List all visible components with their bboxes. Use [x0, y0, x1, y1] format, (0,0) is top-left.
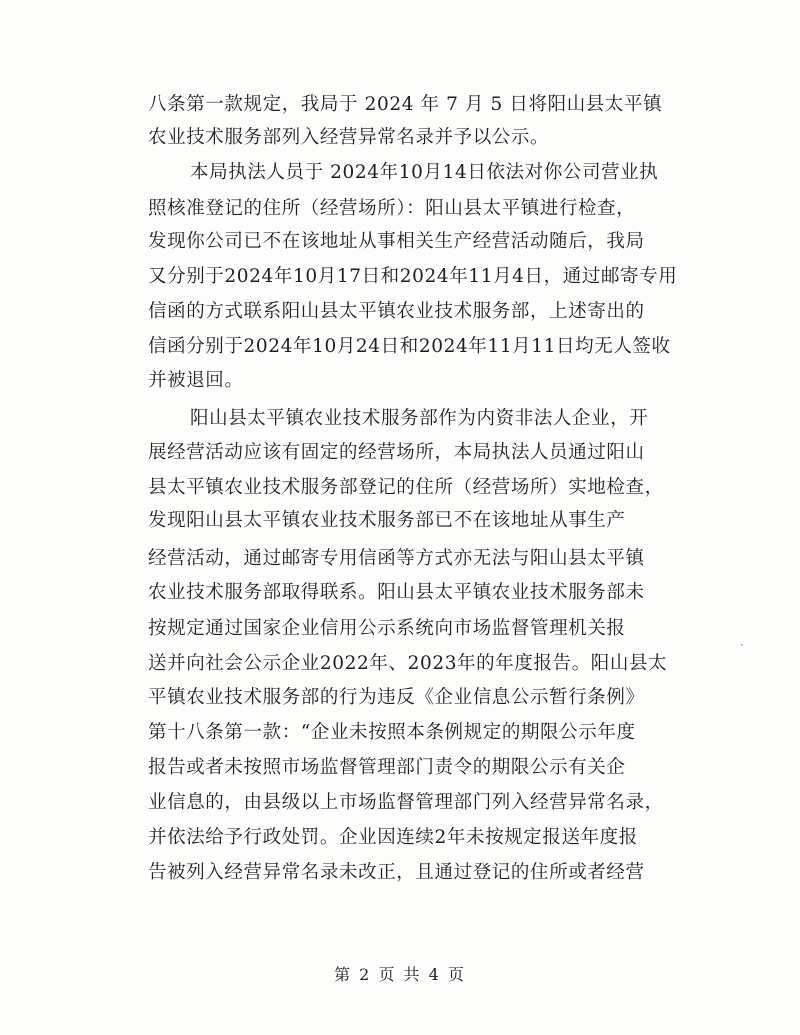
text-line-14: 经营活动，通过邮寄专用信函等方式亦无法与阳山县太平镇 — [148, 548, 645, 569]
text-line-23: 告被列入经营异常名录未改正，且通过登记的住所或者经营 — [148, 862, 645, 883]
page-number-footer: 第 2 页 共 4 页 — [334, 965, 466, 984]
text-line-12: 县太平镇农业技术服务部登记的住所（经营场所）实地检查， — [148, 477, 664, 498]
text-line-4: 照核准登记的住所（经营场所）：阳山县太平镇进行检查， — [148, 198, 636, 219]
text-line-3: 本局执法人员于 2024年10月14日依法对你公司营业执 — [190, 162, 659, 183]
text-line-8: 信函分别于2024年10月24日和2024年11月11日均无人签收 — [148, 336, 671, 357]
text-line-5: 发现你公司已不在该地址从事相关生产经营活动随后，我局 — [148, 231, 645, 252]
text-line-16: 按规定通过国家企业信用公示系统向市场监督管理机关报 — [148, 618, 626, 639]
text-line-10: 阳山县太平镇农业技术服务部作为内资非法人企业，开 — [190, 408, 649, 429]
text-line-15: 农业技术服务部取得联系。阳山县太平镇农业技术服务部未 — [148, 582, 645, 603]
text-line-18: 平镇农业技术服务部的行为违反《企业信息公示暂行条例》 — [148, 687, 645, 708]
text-line-6: 又分别于2024年10月17日和2024年11月4日，通过邮寄专用 — [148, 266, 678, 287]
scan-speck — [741, 644, 743, 646]
text-line-13: 发现阳山县太平镇农业技术服务部已不在该地址从事生产 — [148, 510, 626, 531]
text-line-2: 农业技术服务部列入经营异常名录并予以公示。 — [148, 127, 550, 148]
text-line-21: 业信息的，由县级以上市场监督管理部门列入经营异常名录， — [148, 792, 664, 813]
text-line-11: 展经营活动应该有固定的经营场所，本局执法人员通过阳山 — [148, 442, 645, 463]
text-line-1: 八条第一款规定，我局于 2024 年 7 月 5 日将阳山县太平镇 — [148, 94, 663, 115]
text-line-17: 送并向社会公示企业2022年、2023年的年度报告。阳山县太 — [148, 653, 668, 674]
text-line-19: 第十八条第一款：“企业未按照本条例规定的期限公示年度 — [148, 722, 636, 743]
text-line-9: 并被退回。 — [148, 370, 244, 391]
text-line-22: 并依法给予行政处罚。企业因连续2年未按规定报送年度报 — [148, 827, 638, 848]
text-line-7: 信函的方式联系阳山县太平镇农业技术服务部，上述寄出的 — [148, 301, 645, 322]
text-line-20: 报告或者未按照市场监督管理部门责令的期限公示有关企 — [148, 757, 626, 778]
